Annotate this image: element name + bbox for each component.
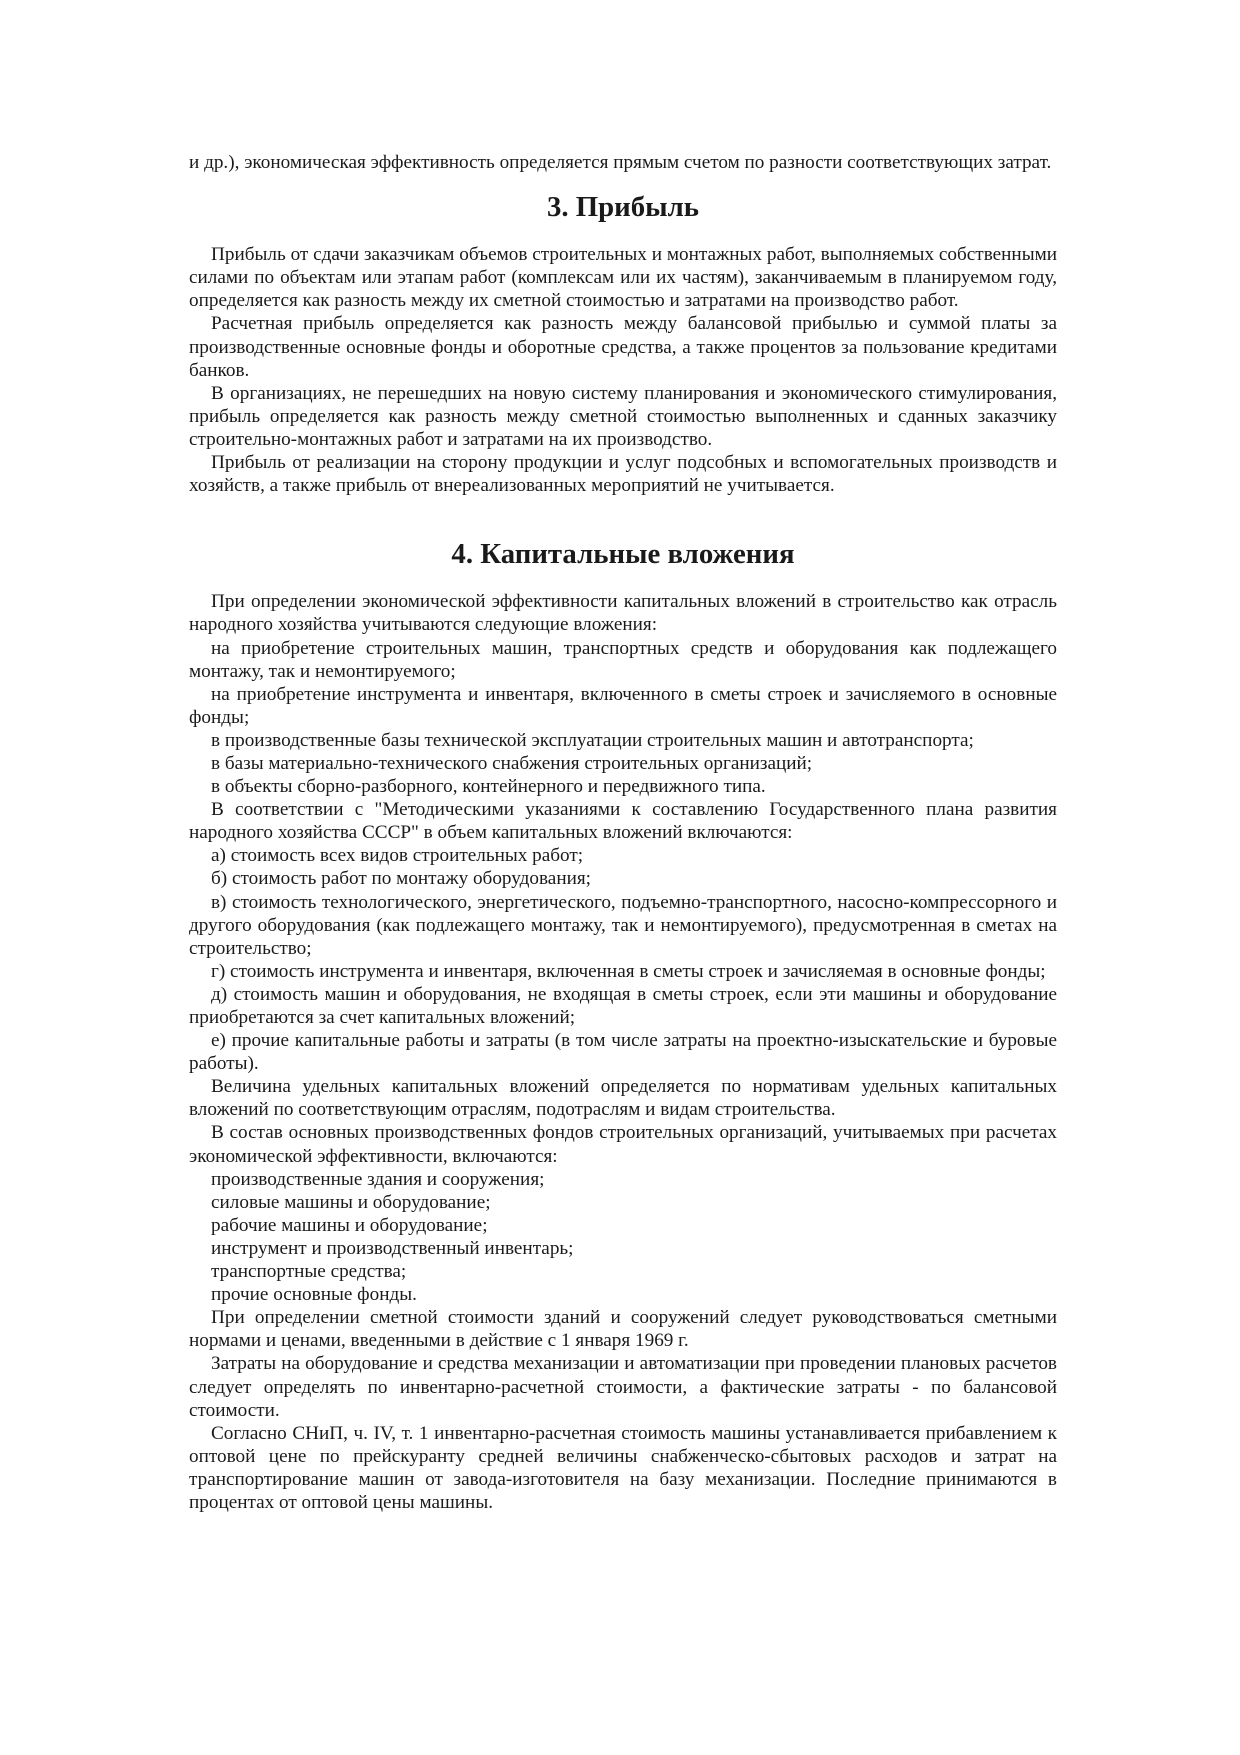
paragraph: При определении сметной стоимости зданий и сооружений следует руководствоваться сметными нормами и ценами, введенными в действие с 1 января 1969 г.: [189, 1307, 1057, 1352]
list-item: д) стоимость машин и оборудования, не входящая в сметы строек, если эти машины и оборудование приобретаются за счет капитальных вложений;: [189, 983, 1057, 1028]
paragraph: В состав основных производственных фондов строительных организаций, учитываемых при расчетах экономической эффективности, включаются:: [189, 1122, 1057, 1167]
list-item: в объекты сборно-разборного, контейнерного и передвижного типа.: [211, 776, 766, 798]
section-heading-capital-investments: 4. Капитальные вложения: [451, 538, 795, 571]
list-item: б) стоимость работ по монтажу оборудования;: [211, 868, 592, 890]
paragraph: Прибыль от реализации на сторону продукции и услуг подсобных и вспомогательных производств и хозяйств, а также прибыль от внереализованных мероприятий не учитывается.: [189, 452, 1057, 497]
list-item: на приобретение строительных машин, транспортных средств и оборудования как подлежащего монтажу, так и немонтируемого;: [189, 637, 1057, 682]
list-item: прочие основные фонды.: [211, 1284, 417, 1306]
paragraph: Согласно СНиП, ч. IV, т. 1 инвентарно-расчетная стоимость машины устанавливается прибавлением к оптовой цене по прейскуранту средней величины снабженческо-сбытовых расходов и затрат на транспортирование машин от завода-изготовителя на базу механизации. Последние принимаются в процентах от оптовой цены машины.: [189, 1422, 1057, 1513]
paragraph: В соответствии с "Методическими указаниями к составлению Государственного плана развития народного хозяйства СССР" в объем капитальных вложений включаются:: [189, 799, 1057, 844]
list-item: в базы материально-технического снабжения строительных организаций;: [211, 752, 813, 774]
list-item: в) стоимость технологического, энергетического, подъемно-транспортного, насосно-компрессорного и другого оборудования (как подлежащего монтажу, так и немонтируемого), предусмотренная в сметах на строительство;: [189, 891, 1057, 959]
paragraph: Затраты на оборудование и средства механизации и автоматизации при проведении плановых расчетов следует определять по инвентарно-расчетной стоимости, а фактические затраты - по балансовой стоимости.: [189, 1353, 1057, 1421]
list-item: рабочие машины и оборудование;: [211, 1214, 488, 1236]
paragraph: При определении экономической эффективности капитальных вложений в строительство как отрасль народного хозяйства учитываются следующие вложения:: [189, 591, 1057, 636]
document-page: [189, 151, 1057, 1514]
list-item: производственные здания и сооружения;: [211, 1168, 545, 1190]
paragraph: Величина удельных капитальных вложений определяется по нормативам удельных капитальных вложений по соответствующим отраслям, подотраслям и видам строительства.: [189, 1076, 1057, 1121]
list-item: в производственные базы технической эксплуатации строительных машин и автотранспорта;: [211, 729, 974, 751]
section-capital-investments-body: [189, 590, 1057, 1514]
list-item: а) стоимость всех видов строительных работ;: [211, 845, 584, 867]
list-item: г) стоимость инструмента и инвентаря, включенная в сметы строек и зачисляемая в основные фонды;: [211, 960, 1046, 982]
list-item: е) прочие капитальные работы и затраты (в том числе затраты на проектно-изыскательские и буровые работы).: [189, 1030, 1057, 1075]
list-item: транспортные средства;: [211, 1261, 407, 1283]
intro-paragraph: и др.), экономическая эффективность определяется прямым счетом по разности соответствующих затрат.: [189, 152, 1052, 173]
paragraph: Расчетная прибыль определяется как разность между балансовой прибылью и суммой платы за производственные основные фонды и оборотные средства, а также процентов за пользование кредитами банков.: [189, 313, 1057, 381]
paragraph: Прибыль от сдачи заказчикам объемов строительных и монтажных работ, выполняемых собственными силами по объектам или этапам работ (комплексам или их частям), заканчиваемым в планируемом году, определяется как разность между их сметной стоимостью и затратами на производство работ.: [189, 244, 1057, 312]
section-heading-profit: 3. Прибыль: [546, 191, 700, 224]
paragraph: В организациях, не перешедших на новую систему планирования и экономического стимулирования, прибыль определяется как разность между сметной стоимостью выполненных и сданных заказчику строительно-монтажных работ и затратами на их производство.: [189, 382, 1057, 450]
list-item: на приобретение инструмента и инвентаря, включенного в сметы строек и зачисляемого в основные фонды;: [189, 683, 1057, 728]
section-profit-body: [189, 243, 1057, 497]
list-item: силовые машины и оборудование;: [211, 1191, 491, 1213]
list-item: инструмент и производственный инвентарь;: [211, 1237, 574, 1259]
